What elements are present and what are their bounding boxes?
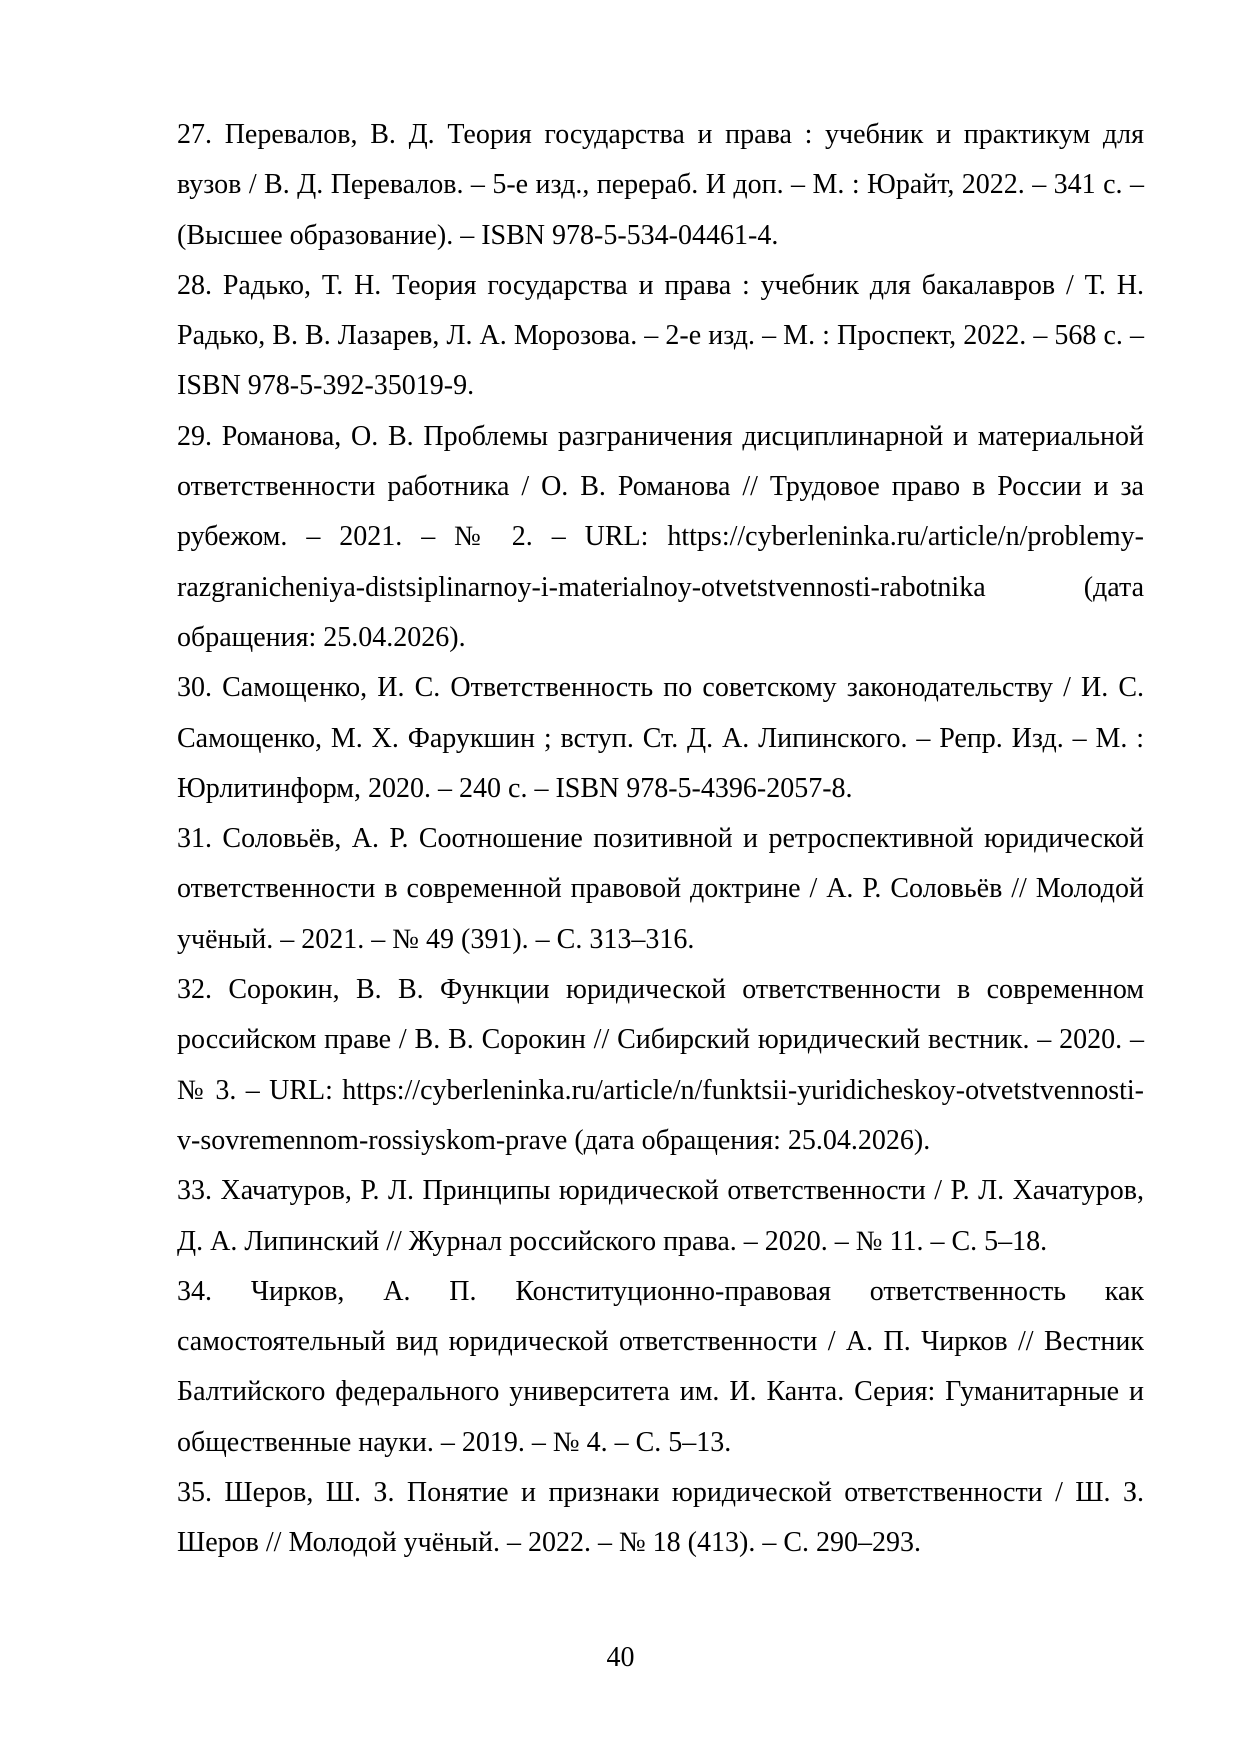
bibliography-entry-31: [177, 814, 1144, 965]
entry-url[interactable]: https://cyberleninka.ru/article/n/funktsii-yuridicheskoy-otvetstvennosti-v-sovremennom-rossiyskom-prave: [177, 1074, 1144, 1156]
entry-text: 32. Сорокин, В. В. Функции юридической ответственности в современном российском праве / В. В. Сорокин // Сибирский юридический вестник. – 2020. – № 3. – URL:: [177, 974, 1144, 1106]
entry-text: 28. Радько, Т. Н. Теория государства и права : учебник для бакалавров / Т. Н. Радько, В. В. Лазарев, Л. А. Морозова. – 2-е изд. – М. : Проспект, 2022. – 568 с. – ISBN 978-5-392-35019-9.: [177, 269, 1144, 402]
entry-access-date: (дата обращения: 25.04.2026).: [177, 571, 1144, 653]
entry-text: 30. Самощенко, И. С. Ответственность по советскому законодательству / И. С. Самощенко, М. Х. Фарукшин ; вступ. Ст. Д. А. Липинского. – Репр. Изд. – М. : Юрлитинформ, 2020. – 240 с. – ISBN 978-5-4396-2057-8.: [177, 672, 1144, 804]
bibliography-entry-29: [177, 412, 1144, 663]
entry-access-date: (дата обращения: 25.04.2026).: [567, 1124, 931, 1156]
bibliography-entry-34: [177, 1267, 1144, 1468]
entry-text: 31. Соловьёв, А. Р. Соотношение позитивной и ретроспективной юридической ответственности в современной правовой доктрине / А. Р. Соловьёв // Молодой учёный. – 2021. – № 49 (391). – С. 313–316.: [177, 823, 1144, 955]
bibliography-list: [177, 110, 1144, 1569]
bibliography-entry-30: [177, 663, 1144, 814]
entry-text: 35. Шеров, Ш. З. Понятие и признаки юридической ответственности / Ш. З. Шеров // Молодой учёный. – 2022. – № 18 (413). – С. 290–293.: [177, 1477, 1144, 1559]
bibliography-entry-35: [177, 1468, 1144, 1569]
entry-text: 34. Чирков, А. П. Конституционно-правовая ответственность как самостоятельный вид юридической ответственности / А. П. Чирков // Вестник Балтийского федерального университета им. И. Канта. Серия: Гуманитарные и общественные науки. – 2019. – № 4. – С. 5–13.: [177, 1275, 1144, 1458]
bibliography-entry-32: [177, 965, 1144, 1166]
bibliography-entry-27: [177, 110, 1144, 261]
bibliography-entry-33: [177, 1166, 1144, 1267]
entry-url[interactable]: https://cyberleninka.ru/article/n/problemy-razgranicheniya-distsiplinarnoy-i-materialnoy-otvetstvennosti-rabotnika: [177, 521, 1144, 603]
entry-text: 27. Перевалов, В. Д. Теория государства и права : учебник и практикум для вузов / В. Д. Перевалов. – 5-е изд., перераб. И доп. – М. : Юрайт, 2022. – 341 с. – (Высшее образование). – ISBN 978-5-534-04461-4.: [177, 119, 1144, 251]
entry-text: 33. Хачатуров, Р. Л. Принципы юридической ответственности / Р. Л. Хачатуров, Д. А. Липинский // Журнал российского права. – 2020. – № 11. – С. 5–18.: [177, 1175, 1144, 1257]
page-number: 40: [606, 1642, 635, 1673]
entry-text: 29. Романова, О. В. Проблемы разграничения дисциплинарной и материальной ответственности работника / О. В. Романова // Трудовое право в России и за рубежом. – 2021. – № 2. – URL:: [177, 420, 1144, 553]
bibliography-entry-28: [177, 261, 1144, 412]
